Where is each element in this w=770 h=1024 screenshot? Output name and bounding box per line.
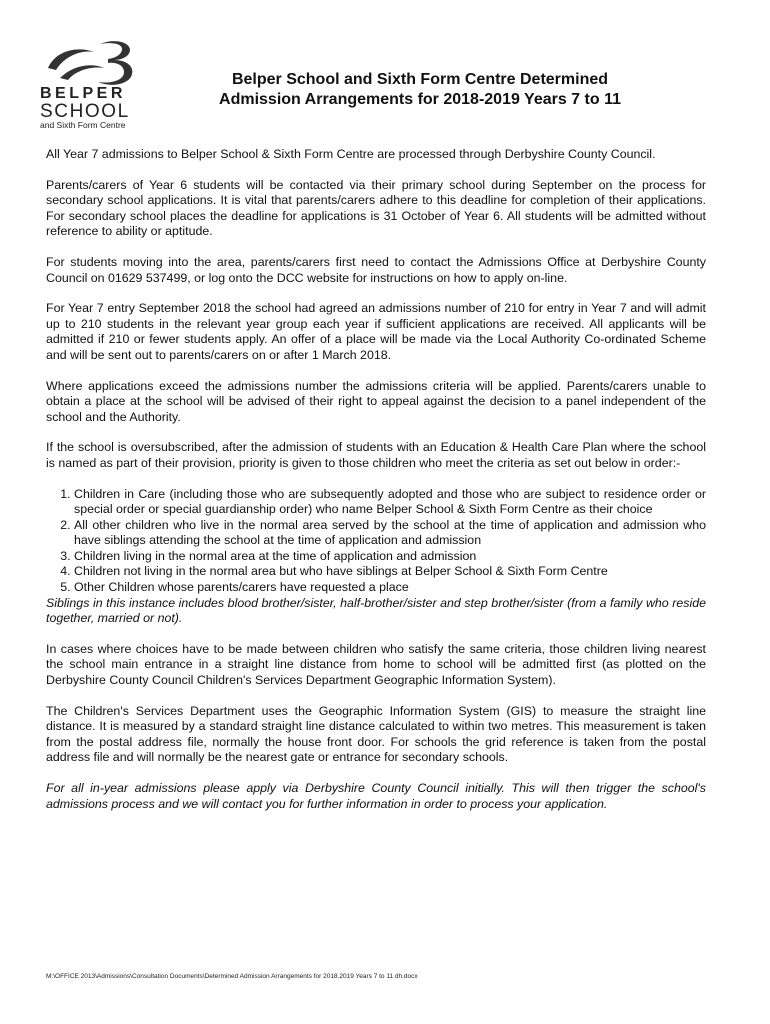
paragraph-tiebreak: In cases where choices have to be made between children who satisfy the same criteria, those children living nearest the school main entrance in a straight line distance from home to school will be admitted first (as plotted on the Derbyshire County Council Children's Services Department Geographic Information System). xyxy=(46,641,706,688)
paragraph-deadline: Parents/carers of Year 6 students will be contacted via their primary school during September on the process for secondary school applications. It is vital that parents/carers adhere to this deadline for completion of their applications. For secondary school places the deadline for applications is 31 October of Year 6. All students will be admitted without reference to ability or aptitude. xyxy=(46,177,706,239)
logo-text-belper: BELPER xyxy=(40,85,126,102)
logo-text-school: SCHOOL xyxy=(40,101,130,122)
paragraph-oversubscription: Where applications exceed the admissions number the admissions criteria will be applied. Parents/carers unable to obtain a place at the school will be advised of their right to appeal against the decision to a panel independent of the school and the Authority. xyxy=(46,378,706,424)
school-crest-graphic xyxy=(38,38,138,88)
paragraph-processing: All Year 7 admissions to Belper School & Sixth Form Centre are processed through Derbyshire County Council. xyxy=(46,147,656,161)
document-title xyxy=(160,70,680,110)
paragraph-admission-number: For Year 7 entry September 2018 the school had agreed an admissions number of 210 for entry in Year 7 and will admit up to 210 students in the relevant year group each year if sufficient applications are received. All applicants will be admitted if 210 or fewer students apply. An offer of a place will be made via the Local Authority Co-ordinated Scheme and will be sent out to parents/carers on or after 1 March 2018. xyxy=(46,301,706,362)
paragraph-moving-area: For students moving into the area, parents/carers first need to contact the Admissions Office at Derbyshire County Council on 01629 537499, or log onto the DCC website for instructions on how to apply on-line. xyxy=(46,254,706,285)
document-body xyxy=(46,147,706,827)
school-logo xyxy=(38,38,138,128)
criteria-item: 4. Children not living in the normal area but who have siblings at Belper School & Sixth Form Centre xyxy=(74,564,706,580)
file-path-footer: M:\OFFICE 2013\Admissions\Consultation Documents\Determined Admission Arrangements for 2018.2019 Years 7 to 11 dh.docx xyxy=(46,973,418,980)
criteria-item: 3. Children living in the normal area at the time of application and admission xyxy=(74,549,706,565)
siblings-note: Siblings in this instance includes blood brother/sister, half-brother/sister and step brother/sister (from a family who reside together, married or not). xyxy=(46,595,706,626)
title-line-1: Belper School and Sixth Form Centre Determined xyxy=(231,71,609,88)
title-line-2: Admission Arrangements for 2018-2019 Years 7 to 11 xyxy=(219,91,621,108)
paragraph-in-year: For all in-year admissions please apply via Derbyshire County Council initially. This will then trigger the school's admissions process and we will contact you for further information in order to process your application. xyxy=(46,781,706,811)
criteria-item: 2. All other children who live in the normal area served by the school at the time of application and admission who have siblings attending the school at the time of application and admission xyxy=(74,518,706,549)
paragraph-gis: The Children's Services Department uses the Geographic Information System (GIS) to measure the straight line distance. It is measured by a standard straight line distance calculated to within two metres. This measurement is taken from the postal address file, normally the house front door. For schools the grid reference is taken from the postal address file and will normally be the nearest gate or entrance for secondary schools. xyxy=(46,703,706,765)
logo-text-subtitle: and Sixth Form Centre xyxy=(40,120,126,130)
criteria-list xyxy=(46,487,706,596)
criteria-item: 1. Children in Care (including those who are subsequently adopted and those who are subject to residence order or special order or special guardianship order) who name Belper School & Sixth Form Centre as their choice xyxy=(74,487,706,518)
criteria-item: 5. Other Children whose parents/carers have requested a place xyxy=(74,580,706,596)
paragraph-priority-intro: If the school is oversubscribed, after the admission of students with an Education & Health Care Plan where the school is named as part of their provision, priority is given to those children who meet the criteria as set out below in order:- xyxy=(46,440,706,470)
